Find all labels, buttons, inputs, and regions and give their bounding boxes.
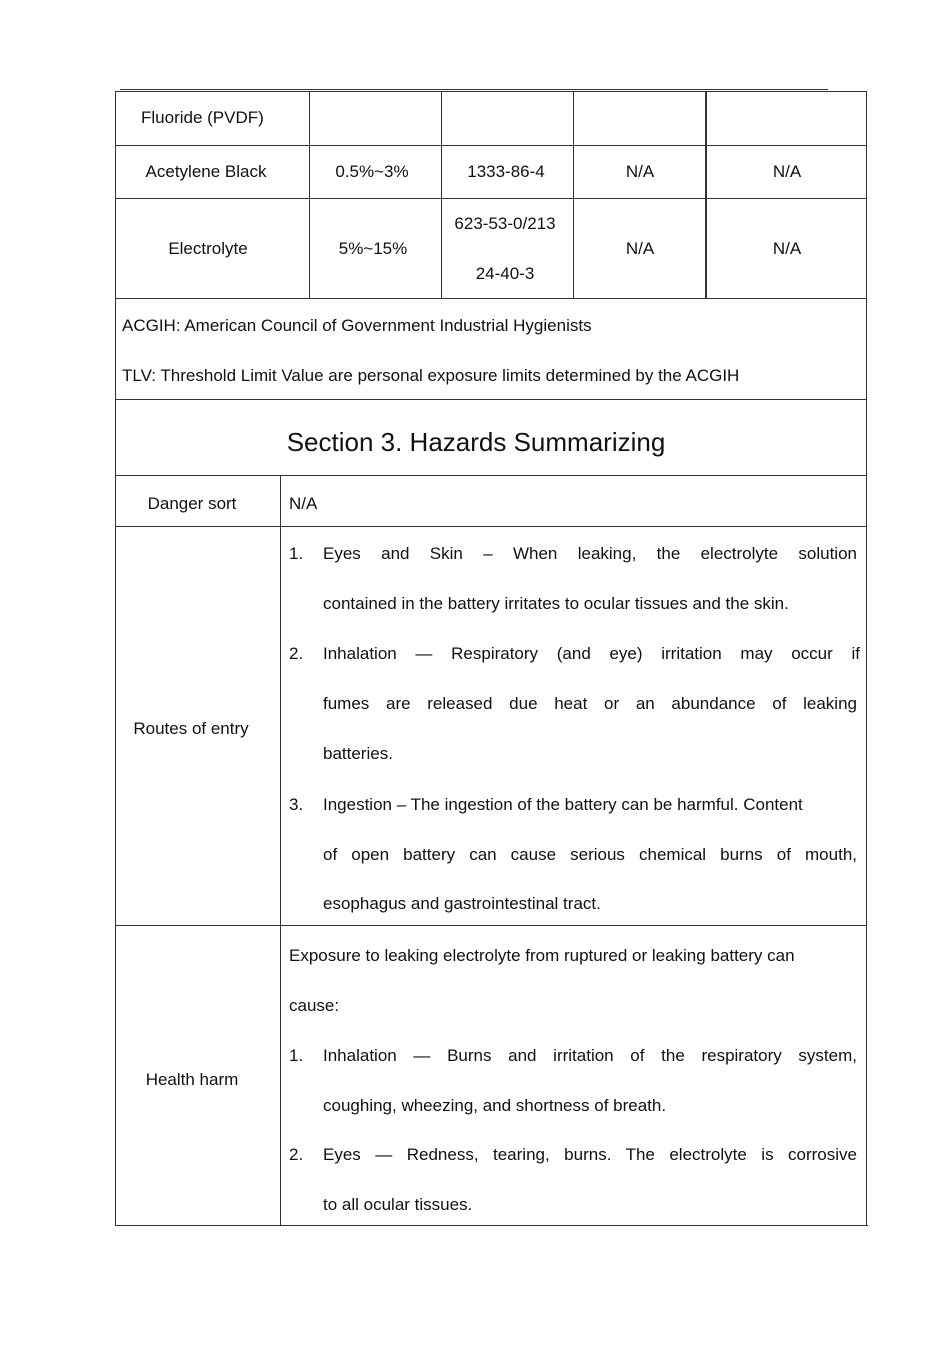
health-intro: Exposure to leaking electrolyte from ruptured or leaking battery can xyxy=(289,946,795,965)
component-content: 0.5%~3% xyxy=(335,162,409,181)
component-cas: 24-40-3 xyxy=(475,264,535,283)
component-cas: 623-53-0/213 xyxy=(454,214,556,233)
list-line: Inhalation — Respiratory (and eye) irritation may occur if xyxy=(323,644,860,663)
list-line: coughing, wheezing, and shortness of breath. xyxy=(323,1096,667,1115)
table-border xyxy=(115,91,116,1226)
list-number: 2. xyxy=(289,1145,304,1164)
component-name: Electrolyte xyxy=(168,239,248,258)
table-border xyxy=(866,91,867,1226)
table-border xyxy=(705,91,707,299)
component-value: N/A xyxy=(772,162,802,181)
list-line: fumes are released due heat or an abundance of leaking xyxy=(323,694,857,713)
table-border xyxy=(115,1225,868,1226)
table-border xyxy=(573,91,574,299)
component-content: 5%~15% xyxy=(338,239,408,258)
table-border xyxy=(115,198,867,199)
table-border xyxy=(115,298,867,299)
component-value: N/A xyxy=(772,239,802,258)
list-number: 2. xyxy=(289,644,304,663)
table-border xyxy=(115,925,867,926)
table-border xyxy=(441,91,442,299)
danger-sort-label: Danger sort xyxy=(147,494,237,513)
table-border xyxy=(115,145,867,146)
component-name: Fluoride (PVDF) xyxy=(141,108,264,127)
component-value: N/A xyxy=(625,239,655,258)
list-line: of open battery can cause serious chemical burns of mouth, xyxy=(323,845,857,864)
component-name: Acetylene Black xyxy=(145,162,267,181)
list-number: 1. xyxy=(289,544,304,563)
section-title: Section 3. Hazards Summarizing xyxy=(286,427,666,457)
health-harm-label: Health harm xyxy=(145,1070,239,1089)
list-line: contained in the battery irritates to ocular tissues and the skin. xyxy=(323,594,789,613)
list-line: batteries. xyxy=(323,744,393,763)
list-number: 1. xyxy=(289,1046,304,1065)
list-line: Eyes — Redness, tearing, burns. The electrolyte is corrosive xyxy=(323,1145,857,1164)
component-value: N/A xyxy=(625,162,655,181)
routes-label: Routes of entry xyxy=(133,719,249,738)
list-line: Eyes and Skin – When leaking, the electrolyte solution xyxy=(323,544,857,563)
component-cas: 1333-86-4 xyxy=(467,162,545,181)
list-line: to all ocular tissues. xyxy=(323,1195,473,1214)
table-border xyxy=(115,526,867,527)
table-border xyxy=(309,91,310,299)
health-intro: cause: xyxy=(289,996,340,1015)
top-rule xyxy=(120,89,828,90)
danger-sort-value: N/A xyxy=(289,494,318,513)
table-border xyxy=(115,475,867,476)
note-acgih: ACGIH: American Council of Government Industrial Hygienists xyxy=(122,316,592,335)
table-border xyxy=(115,399,867,400)
list-line: Ingestion – The ingestion of the battery can be harmful. Content xyxy=(323,795,803,814)
list-line: Inhalation — Burns and irritation of the respiratory system, xyxy=(323,1046,857,1065)
table-border xyxy=(115,91,867,92)
table-border xyxy=(280,476,281,1226)
list-line: esophagus and gastrointestinal tract. xyxy=(323,894,601,913)
list-number: 3. xyxy=(289,795,304,814)
note-tlv: TLV: Threshold Limit Value are personal exposure limits determined by the ACGIH xyxy=(122,366,740,385)
